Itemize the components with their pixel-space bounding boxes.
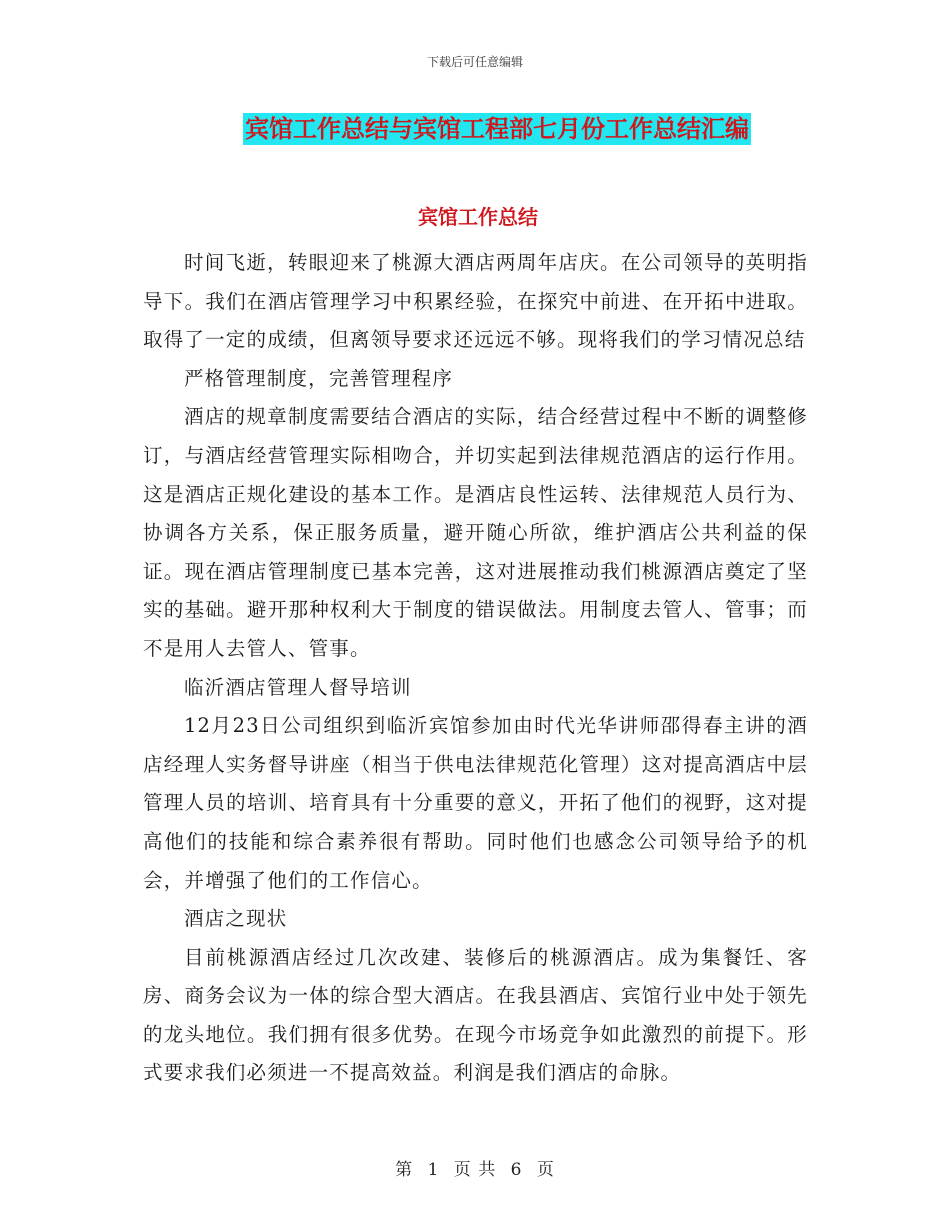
footer-suffix: 页	[536, 1160, 555, 1180]
subheading-status: 酒店之现状	[183, 907, 288, 931]
footer-middle: 页 共	[453, 1160, 497, 1180]
doc-title-container	[0, 113, 950, 145]
subheading-management-system: 严格管理制度，完善管理程序	[183, 366, 454, 390]
footer-page-number: 1	[427, 1160, 440, 1180]
header-note: 下载后可任意编辑	[426, 55, 523, 69]
document-body	[143, 244, 808, 1093]
footer-total-pages: 6	[510, 1160, 523, 1180]
page-footer	[0, 1155, 950, 1180]
section-title: 宾馆工作总结	[418, 205, 538, 229]
doc-title: 宾馆工作总结与宾馆工程部七月份工作总结汇编	[245, 115, 749, 143]
paragraph-training: 12月23日公司组织到临沂宾馆参加由时代光华讲师邵得春主讲的酒店经理人实务督导讲座（相当于供电法律规范化管理）这对提高酒店中层管理人员的培训、培育具有十分重要的意义，开拓了他们的视野，这对提高他们的技能和综合素养很有帮助。同时他们也感念公司领导给予的机会，并增强了他们的工作信心。	[143, 714, 808, 892]
paragraph-rules: 酒店的规章制度需要结合酒店的实际，结合经营过程中不断的调整修订，与酒店经营管理实际相吻合，并切实起到法律规范酒店的运行作用。这是酒店正规化建设的基本工作。是酒店良性运转、法律规范人员行为、协调各方关系，保正服务质量，避开随心所欲，维护酒店公共利益的保证。现在酒店管理制度已基本完善，这对进展推动我们桃源酒店奠定了坚实的基础。避开那种权利大于制度的错误做法。用制度去管人、管事；而不是用人去管人、管事。	[143, 405, 808, 660]
subheading-training: 临沂酒店管理人督导培训	[183, 675, 412, 699]
paragraph-status: 目前桃源酒店经过几次改建、装修后的桃源酒店。成为集餐饪、客房、商务会议为一体的综合型大酒店。在我县酒店、宾馆行业中处于领先的龙头地位。我们拥有很多优势。在现今市场竞争如此激烈的前提下。形式要求我们必须进一不提高效益。利润是我们酒店的命脉。	[143, 945, 808, 1085]
footer-prefix: 第	[395, 1160, 414, 1180]
paragraph-intro: 时间飞逝，转眼迎来了桃源大酒店两周年店庆。在公司领导的英明指导下。我们在酒店管理学习中积累经验，在探究中前进、在开拓中进取。取得了一定的成绩，但离领导要求还远远不够。现将我们的学习情况总结	[143, 251, 808, 352]
